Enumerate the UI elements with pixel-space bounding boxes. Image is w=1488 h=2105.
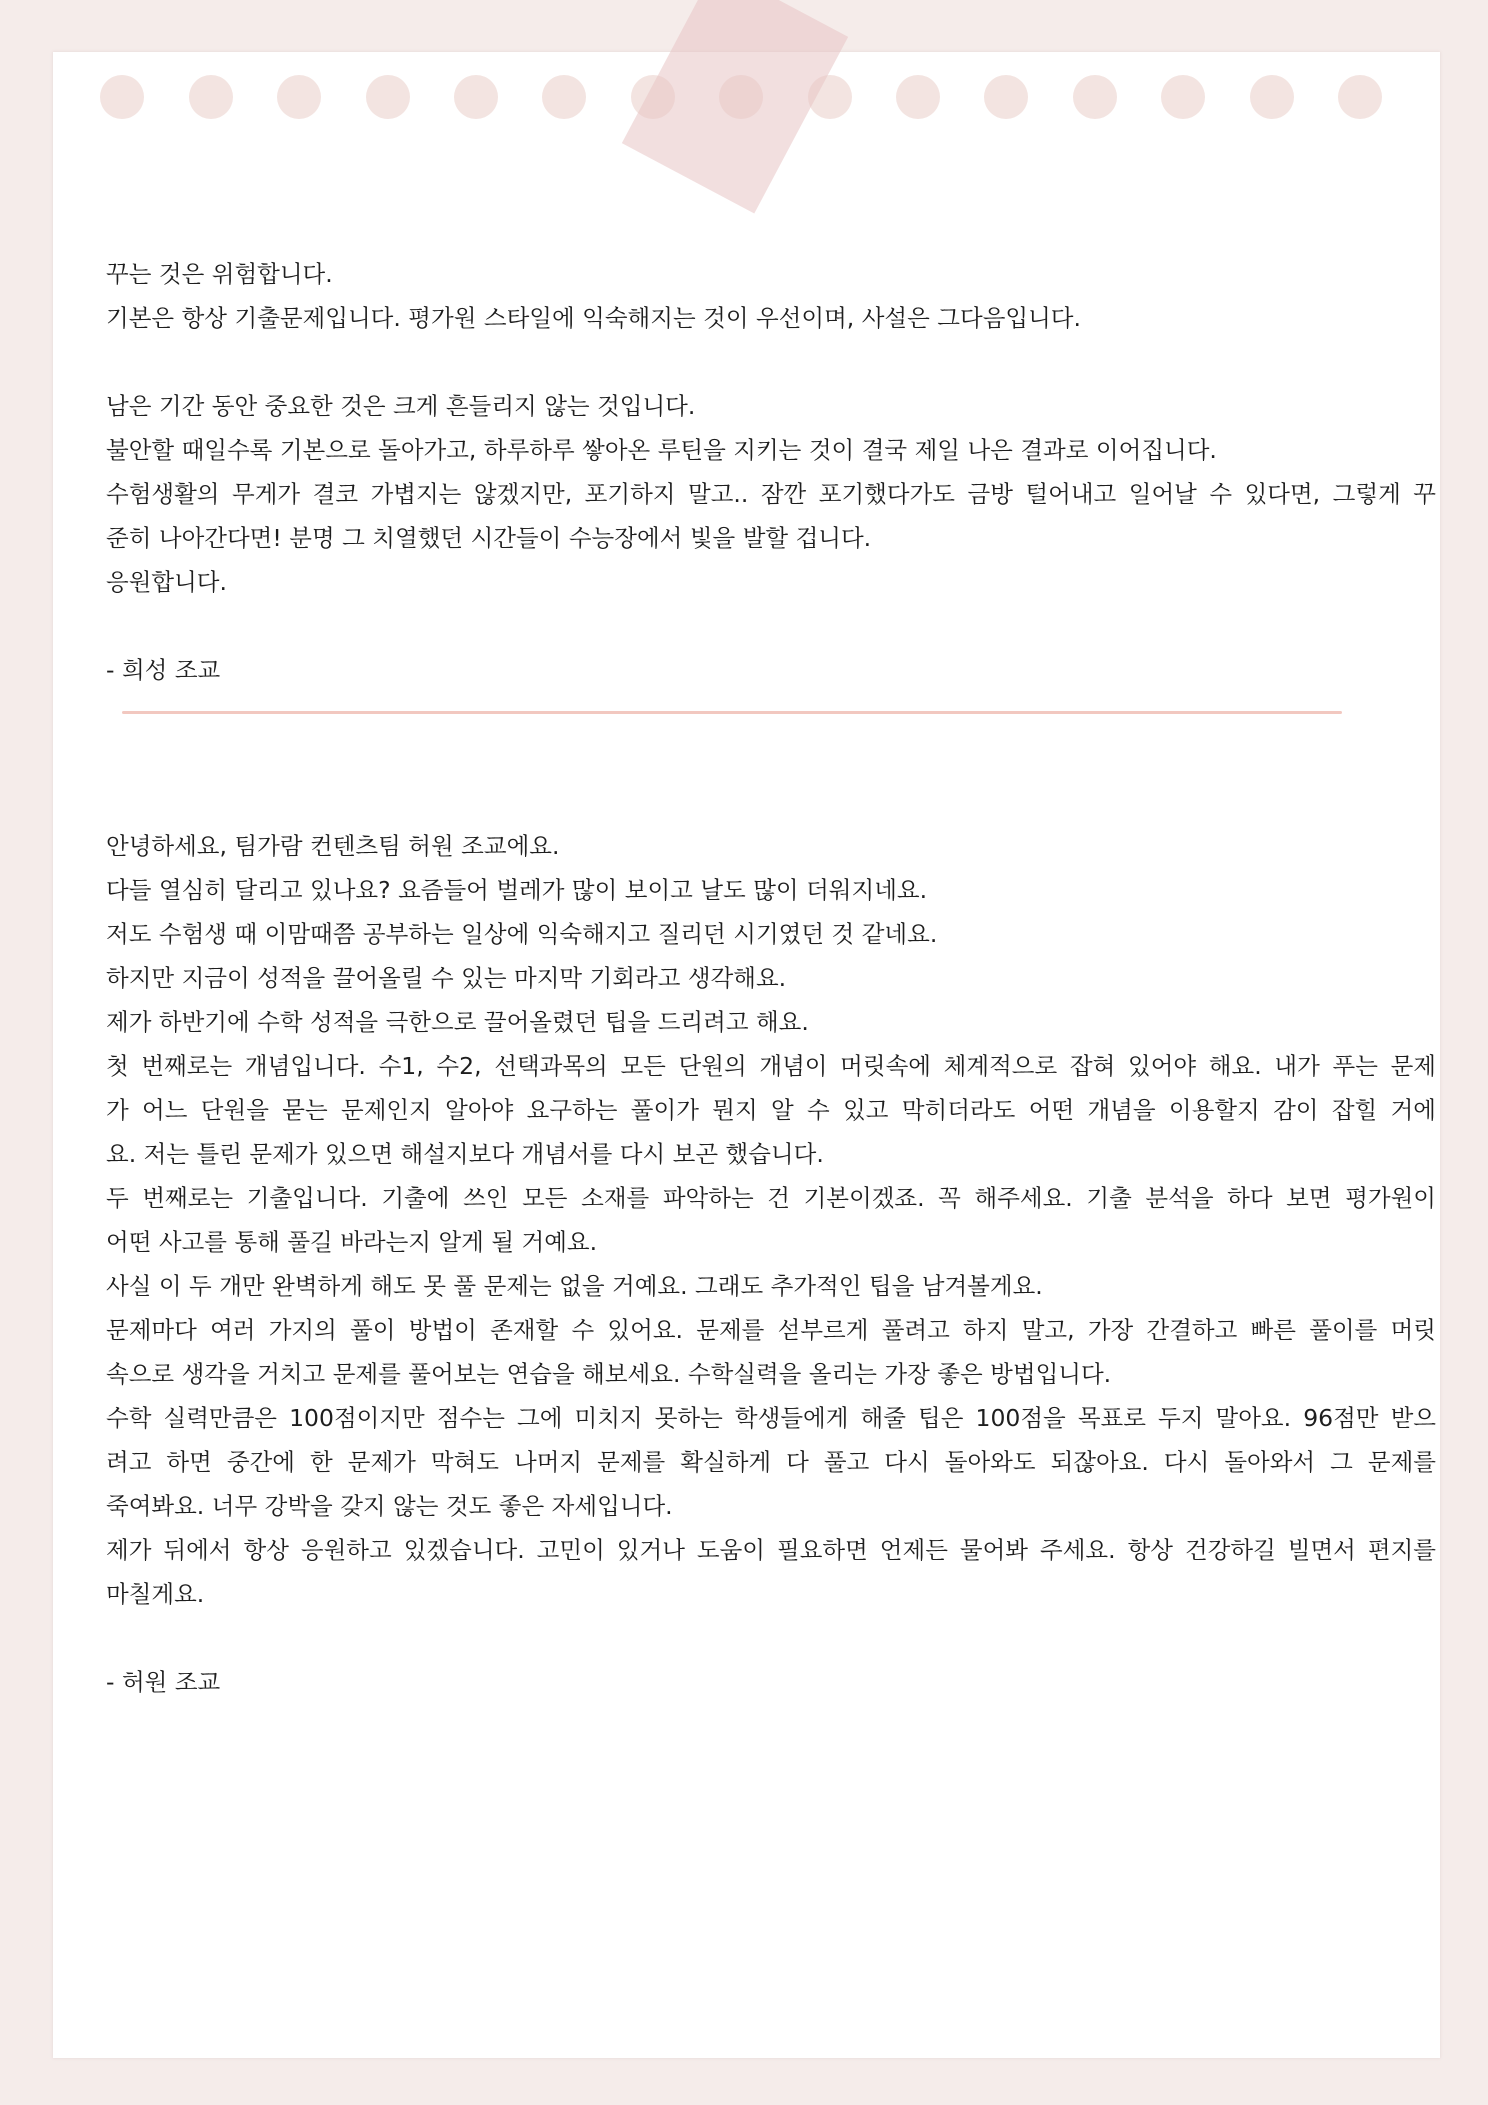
section-2 <box>106 824 1436 1704</box>
text-line: 려고 하면 중간에 한 문제가 막혀도 나머지 문제를 확실하게 다 풀고 다시 돌아와도 되잖아요. 다시 돌아와서 그 문제를 <box>106 1448 1436 1476</box>
text-line: 응원합니다. <box>106 568 227 596</box>
text-line: 첫 번째로는 개념입니다. 수1, 수2, 선택과목의 모든 단원의 개념이 머릿속에 체계적으로 잡혀 있어야 해요. 내가 푸는 문제 <box>106 1052 1436 1080</box>
binder-hole <box>1073 75 1117 119</box>
binder-hole <box>277 75 321 119</box>
text-line: 죽여봐요. 너무 강박을 갖지 않는 것도 좋은 자세입니다. <box>106 1492 673 1520</box>
text-line: 저도 수험생 때 이맘때쯤 공부하는 일상에 익숙해지고 질리던 시기였던 것 같네요. <box>106 920 938 948</box>
text-line: 마칠게요. <box>106 1580 205 1608</box>
blank-line <box>106 340 1436 384</box>
text-line: 수학 실력만큼은 100점이지만 점수는 그에 미치지 못하는 학생들에게 해줄 팁은 100점을 목표로 두지 말아요. 96점만 받으 <box>106 1404 1436 1432</box>
letter-body <box>106 252 1436 1704</box>
binder-hole <box>366 75 410 119</box>
binder-hole <box>100 75 144 119</box>
text-line: 남은 기간 동안 중요한 것은 크게 흔들리지 않는 것입니다. <box>106 392 696 420</box>
section-1 <box>106 252 1436 692</box>
text-line: 제가 하반기에 수학 성적을 극한으로 끌어올렸던 팁을 드리려고 해요. <box>106 1008 809 1036</box>
text-line: 두 번째로는 기출입니다. 기출에 쓰인 모든 소재를 파악하는 건 기본이겠죠. 꼭 해주세요. 기출 분석을 하다 보면 평가원이 <box>106 1184 1436 1212</box>
text-line: 꾸는 것은 위험합니다. <box>106 260 333 288</box>
binder-hole <box>896 75 940 119</box>
text-line: 기본은 항상 기출문제입니다. 평가원 스타일에 익숙해지는 것이 우선이며, 사설은 그다음입니다. <box>106 304 1081 332</box>
binder-hole <box>984 75 1028 119</box>
section-divider <box>122 711 1342 714</box>
signature-heeseong: - 희성 조교 <box>106 656 221 684</box>
blank-line <box>106 1616 1436 1660</box>
text-line: 안녕하세요, 팀가람 컨텐츠팀 허원 조교에요. <box>106 832 560 860</box>
text-line: 사실 이 두 개만 완벽하게 해도 못 풀 문제는 없을 거예요. 그래도 추가적인 팁을 남겨볼게요. <box>106 1272 1043 1300</box>
binder-hole <box>1338 75 1382 119</box>
text-line: 제가 뒤에서 항상 응원하고 있겠습니다. 고민이 있거나 도움이 필요하면 언제든 물어봐 주세요. 항상 건강하길 빌면서 편지를 <box>106 1536 1436 1564</box>
text-line: 문제마다 여러 가지의 풀이 방법이 존재할 수 있어요. 문제를 섣부르게 풀려고 하지 말고, 가장 간결하고 빠른 풀이를 머릿 <box>106 1316 1436 1344</box>
letter-sheet <box>53 52 1440 2058</box>
binder-hole <box>542 75 586 119</box>
binder-hole <box>454 75 498 119</box>
blank-line <box>106 604 1436 648</box>
text-line: 수험생활의 무게가 결코 가볍지는 않겠지만, 포기하지 말고.. 잠깐 포기했다가도 금방 털어내고 일어날 수 있다면, 그렇게 꾸 <box>106 480 1436 508</box>
text-line: 불안할 때일수록 기본으로 돌아가고, 하루하루 쌓아온 루틴을 지키는 것이 결국 제일 나은 결과로 이어집니다. <box>106 436 1217 464</box>
binder-hole <box>1161 75 1205 119</box>
text-line: 요. 저는 틀린 문제가 있으면 해설지보다 개념서를 다시 보곤 했습니다. <box>106 1140 824 1168</box>
signature-heowon: - 허원 조교 <box>106 1668 221 1696</box>
text-line: 어떤 사고를 통해 풀길 바라는지 알게 될 거예요. <box>106 1228 598 1256</box>
text-line: 준히 나아간다면! 분명 그 치열했던 시간들이 수능장에서 빛을 발할 겁니다. <box>106 524 872 552</box>
binder-hole <box>1250 75 1294 119</box>
text-line: 가 어느 단원을 묻는 문제인지 알아야 요구하는 풀이가 뭔지 알 수 있고 막히더라도 어떤 개념을 이용할지 감이 잡힐 거에 <box>106 1096 1436 1124</box>
binder-hole <box>189 75 233 119</box>
text-line: 하지만 지금이 성적을 끌어올릴 수 있는 마지막 기회라고 생각해요. <box>106 964 787 992</box>
text-line: 다들 열심히 달리고 있나요? 요즘들어 벌레가 많이 보이고 날도 많이 더워지네요. <box>106 876 928 904</box>
text-line: 속으로 생각을 거치고 문제를 풀어보는 연습을 해보세요. 수학실력을 올리는 가장 좋은 방법입니다. <box>106 1360 1112 1388</box>
